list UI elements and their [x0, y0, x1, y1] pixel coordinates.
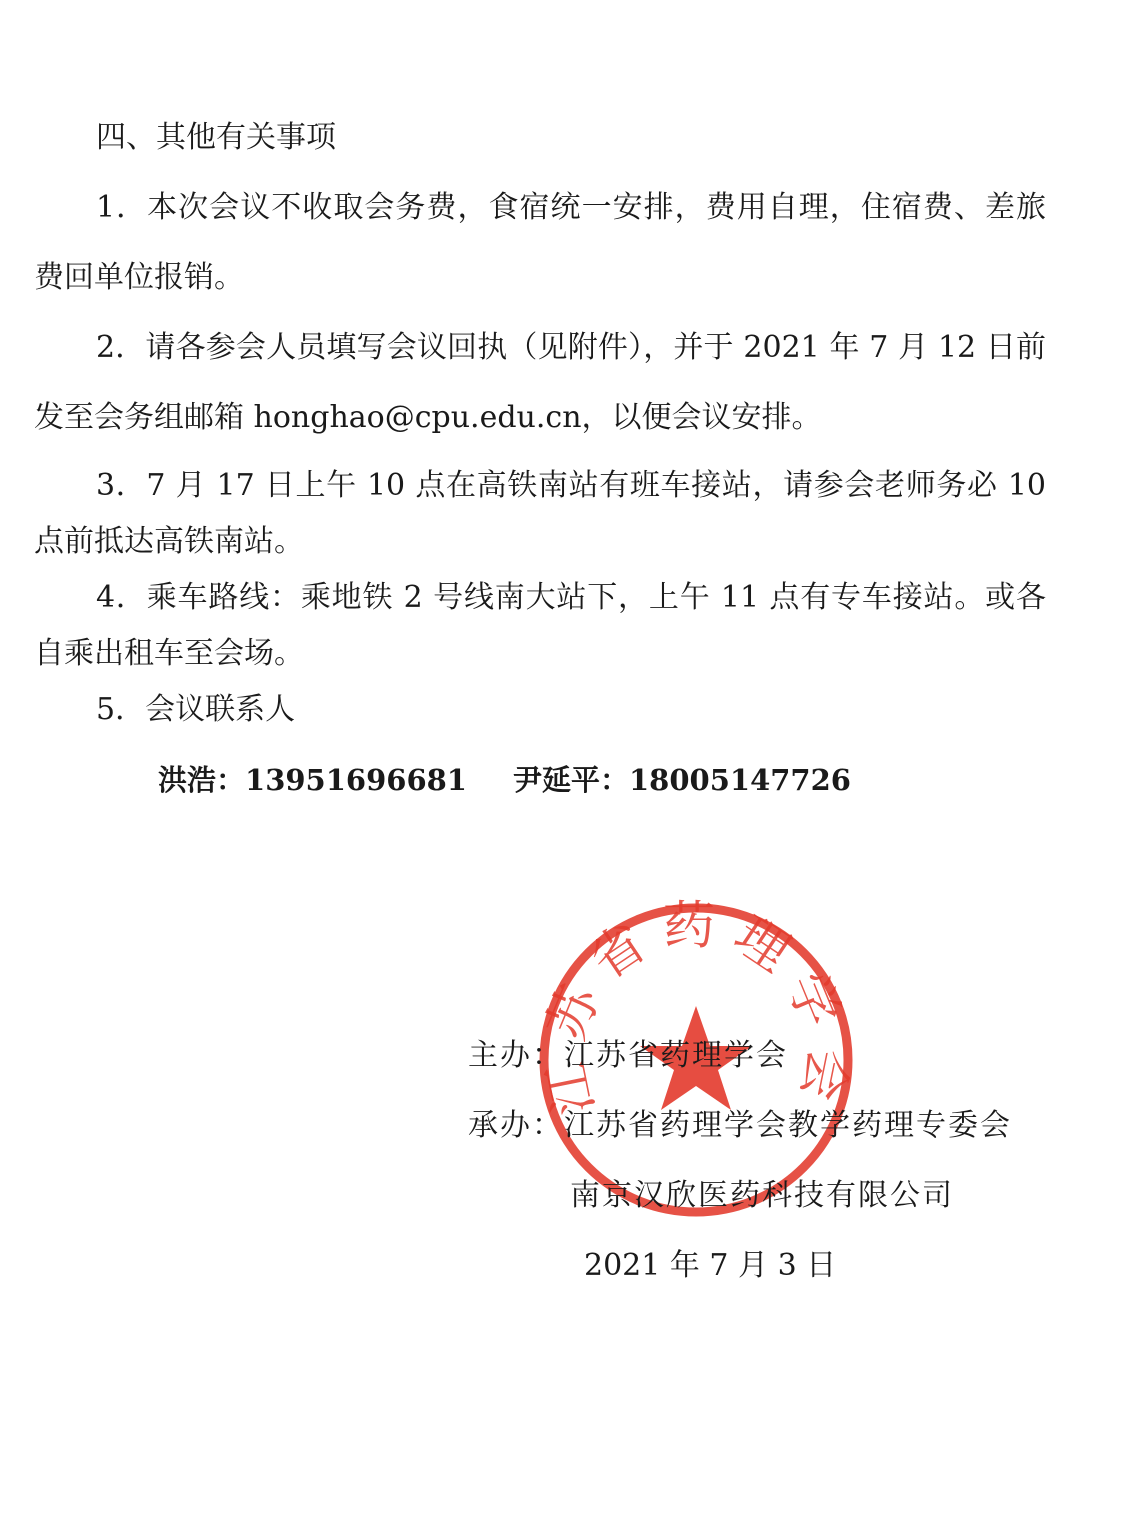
item-1-line-2: 费回单位报销。	[34, 260, 244, 295]
item-3-line-2: 点前抵达高铁南站。	[34, 524, 304, 559]
item-2-line-1: 2．请各参会人员填写会议回执（见附件），并于 2021 年 7 月 12 日前	[96, 330, 1046, 365]
contact-2-label: 尹延平：	[512, 763, 629, 797]
co-organizer-line	[468, 1106, 1012, 1146]
contact-list	[158, 760, 851, 800]
contact-1-label: 洪浩：	[158, 763, 246, 797]
svg-text:江苏省药理学会: 江苏省药理学会	[534, 898, 858, 1120]
organizer-label: 主办：	[468, 1038, 564, 1073]
organizer-name: 江苏省药理学会	[564, 1038, 788, 1073]
contact-2-phone: 18005147726	[629, 763, 851, 797]
item-2-line-2: 发至会务组邮箱 honghao@cpu.edu.cn，以便会议安排。	[34, 400, 822, 435]
organizer-line	[468, 1036, 788, 1076]
item-3-line-1: 3．7 月 17 日上午 10 点在高铁南站有班车接站，请参会老师务必 10	[96, 468, 1046, 503]
item-4-line-2: 自乘出租车至会场。	[34, 636, 304, 671]
contact-1-phone: 13951696681	[245, 763, 467, 797]
item-1-line-1: 1．本次会议不收取会务费，食宿统一安排，费用自理，住宿费、差旅	[96, 190, 1046, 225]
co-organizer-name-2: 南京汉欣医药科技有限公司	[570, 1178, 954, 1213]
document-date: 2021 年 7 月 3 日	[584, 1248, 837, 1283]
section-heading: 四、其他有关事项	[96, 120, 336, 155]
co-organizer-name-1: 江苏省药理学会教学药理专委会	[564, 1108, 1012, 1143]
co-organizer-label: 承办：	[468, 1108, 564, 1143]
item-5: 5．会议联系人	[96, 692, 296, 727]
item-4-line-1: 4．乘车路线：乘地铁 2 号线南大站下，上午 11 点有专车接站。或各	[96, 580, 1046, 615]
